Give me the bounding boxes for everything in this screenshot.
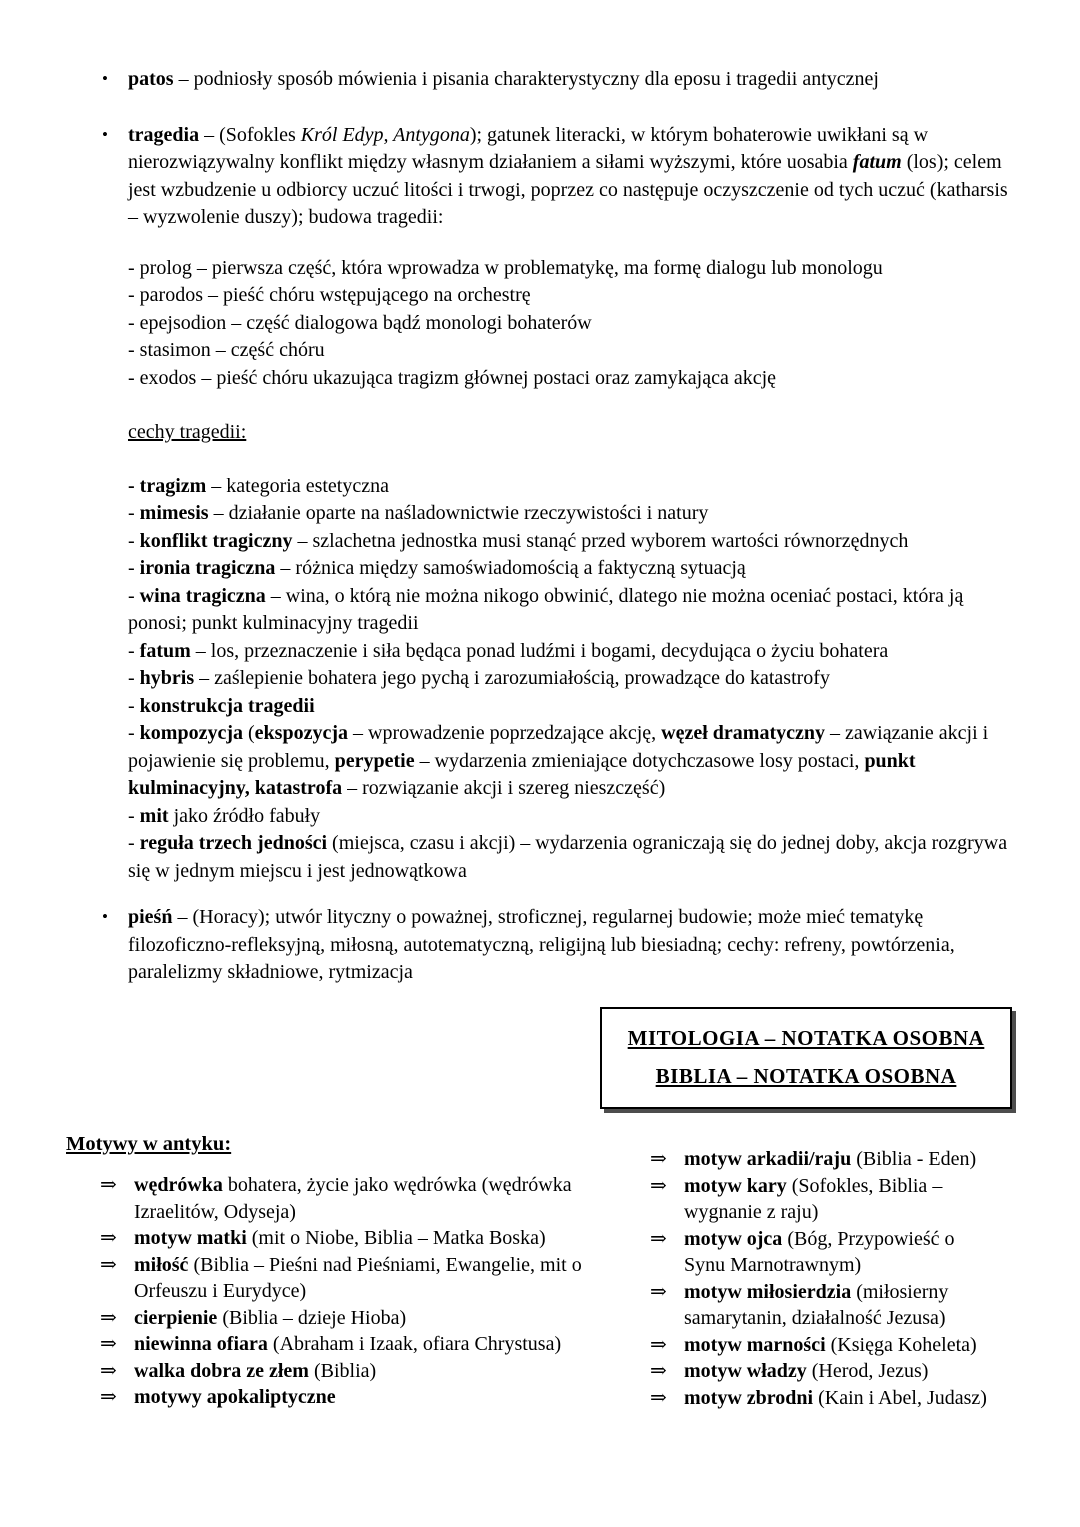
double-arrow-icon: ⇒ — [100, 1333, 117, 1355]
double-arrow-icon: ⇒ — [650, 1386, 667, 1409]
double-arrow-icon: ⇒ — [650, 1227, 667, 1250]
motif-item — [650, 1385, 992, 1412]
double-arrow-icon: ⇒ — [100, 1386, 117, 1408]
motif-item — [100, 1384, 600, 1411]
motif-text: miłość (Biblia – Pieśni nad Pieśniami, Ewangelie, mit o Orfeuszu i Eurydyce) — [134, 1253, 582, 1302]
budowa-tragedii-list — [128, 255, 1012, 393]
double-arrow-icon: ⇒ — [650, 1360, 667, 1382]
budowa-list-item: - parodos – pieść chóru wstępującego na orchestrę — [128, 284, 531, 306]
double-arrow-icon: ⇒ — [650, 1174, 667, 1197]
motif-item — [650, 1226, 992, 1279]
double-arrow-icon: ⇒ — [100, 1174, 117, 1196]
motif-text: motyw zbrodni (Kain i Abel, Judasz) — [684, 1386, 987, 1409]
cechy-list-item: - fatum – los, przeznaczenie i siła będąca ponad ludźmi i bogami, decydująca o życiu bohatera — [128, 639, 889, 662]
motif-item — [650, 1279, 992, 1332]
motywy-right-column — [650, 1146, 992, 1411]
motywy-heading: Motywy w antyku: — [66, 1133, 232, 1155]
double-arrow-icon: ⇒ — [650, 1333, 667, 1356]
motif-text: walka dobra ze złem (Biblia) — [134, 1359, 377, 1382]
cechy-tragedii-heading: cechy tragedii: — [128, 421, 247, 443]
cechy-list-item: - tragizm – kategoria estetyczna — [128, 474, 389, 497]
cechy-list-item: - konstrukcja tragedii — [128, 694, 315, 717]
motif-text: motyw marności (Księga Koheleta) — [684, 1333, 977, 1356]
budowa-list-item: - exodos – pieść chóru ukazująca tragizm głównej postaci oraz zamykająca akcję — [128, 366, 777, 389]
bullet-item-tragedia — [100, 122, 1012, 232]
cechy-list-item: - mimesis – działanie oparte na naśladownictwie rzeczywistości i natury — [128, 502, 709, 524]
cechy-list-item: - mit jako źródło fabuły — [128, 804, 321, 827]
motif-item — [100, 1252, 600, 1305]
motif-item — [650, 1332, 992, 1359]
motif-item — [100, 1225, 600, 1252]
cechy-list-item: - kompozycja (ekspozycja – wprowadzenie poprzedzające akcję, węzeł dramatyczny – zawiązanie akcji i pojawienie się problemu, perypetie – wydarzenia zmieniające dotychczasowe losy postaci, punkt kulminacyjny, katastrofa – rozwiązanie akcji i szereg nieszczęść) — [128, 722, 989, 799]
double-arrow-icon: ⇒ — [100, 1227, 117, 1249]
motif-text: motyw władzy (Herod, Jezus) — [684, 1360, 929, 1382]
motif-text: motyw kary (Sofokles, Biblia – wygnanie z raju) — [684, 1174, 943, 1223]
budowa-list-item: - epejsodion – część dialogowa bądź monologi bohaterów — [128, 311, 592, 334]
motif-item — [650, 1146, 992, 1173]
note-box-line-mitologia: MITOLOGIA – NOTATKA OSOBNA — [627, 1026, 985, 1050]
motif-text: motywy apokaliptyczne — [134, 1386, 336, 1408]
cechy-list-item: - reguła trzech jedności (miejsca, czasu i akcji) – wydarzenia ograniczają się do jednej doby, akcja rozgrywa się w jednym miejscu i jest jednowątkowa — [128, 832, 1008, 882]
motif-item — [100, 1331, 600, 1358]
motif-item — [650, 1173, 992, 1226]
tragedia-definition: tragedia – (Sofokles Król Edyp, Antygona); gatunek literacki, w którym bohaterowie uwikłani są w nierozwiązywalny konflikt między własnym działaniem a siłami wyższymi, które uosabia fatum (los); celem jest wzbudzenie u odbiorcy uczuć litości i trwogi, poprzez co następuje oczyszczenie od tych uczuć (katharsis – wyzwolenie duszy); budowa tragedii: — [128, 123, 1008, 228]
motif-text: motyw ojca (Bóg, Przypowieść o Synu Marnotrawnym) — [684, 1227, 955, 1276]
cechy-list-item: - wina tragiczna – wina, o którą nie można nikogo obwinić, dlatego nie można oceniać postaci, która ją ponosi; punkt kulminacyjny tragedii — [128, 584, 964, 634]
motif-text: motyw arkadii/raju (Biblia - Eden) — [684, 1148, 977, 1170]
double-arrow-icon: ⇒ — [650, 1280, 667, 1303]
budowa-list-item: - prolog – pierwsza część, która wprowadza w problematykę, ma formę dialogu lub monologu — [128, 256, 883, 279]
bullet-icon: • — [102, 907, 108, 926]
motif-item — [650, 1358, 992, 1385]
double-arrow-icon: ⇒ — [100, 1253, 117, 1276]
bullet-icon: • — [102, 69, 108, 88]
budowa-list-item: - stasimon – część chóru — [128, 339, 325, 361]
motif-item — [100, 1358, 600, 1385]
motif-item — [100, 1305, 600, 1332]
double-arrow-icon: ⇒ — [100, 1306, 117, 1329]
motif-text: wędrówka bohatera, życie jako wędrówka (wędrówka Izraelitów, Odyseja) — [134, 1174, 572, 1223]
double-arrow-icon: ⇒ — [100, 1359, 117, 1382]
motif-text: motyw miłosierdzia (miłosierny samarytanin, działalność Jezusa) — [684, 1280, 949, 1329]
bullet-icon: • — [102, 124, 108, 144]
cechy-list-item: - konflikt tragiczny – szlachetna jednostka musi stanąć przed wyborem wartości równorzędnych — [128, 529, 909, 552]
motif-text: motyw matki (mit o Niobe, Biblia – Matka Boska) — [134, 1227, 546, 1249]
motywy-left-column — [100, 1172, 600, 1411]
cechy-list-item: - ironia tragiczna – różnica między samoświadomością a faktyczną sytuacją — [128, 557, 746, 579]
bullet-item-patos — [100, 66, 1012, 94]
double-arrow-icon: ⇒ — [650, 1148, 667, 1170]
patos-definition: patos – podniosły sposób mówienia i pisania charakterystyczny dla eposu i tragedii antycznej — [128, 68, 879, 90]
motif-text: niewinna ofiara (Abraham i Izaak, ofiara Chrystusa) — [134, 1333, 562, 1355]
cechy-list-item: - hybris – zaślepienie bohatera jego pychą i zarozumiałością, prowadzące do katastrofy — [128, 667, 830, 689]
bullet-item-piesn — [100, 904, 1012, 987]
note-box-line-biblia: BIBLIA – NOTATKA OSOBNA — [655, 1064, 957, 1088]
note-box — [600, 1007, 1012, 1109]
motif-item — [100, 1172, 600, 1225]
cechy-tragedii-list — [128, 473, 1012, 886]
piesn-definition: pieśń – (Horacy); utwór lityczny o poważnej, stroficznej, regularnej budowie; może mieć tematykę filozoficzno-refleksyjną, miłosną, autotematyczną, religijną lub biesiadną; cechy: refreny, powtórzenia, paralelizmy składniowe, rytmizacja — [128, 906, 955, 983]
motif-text: cierpienie (Biblia – dzieje Hioba) — [134, 1306, 407, 1329]
